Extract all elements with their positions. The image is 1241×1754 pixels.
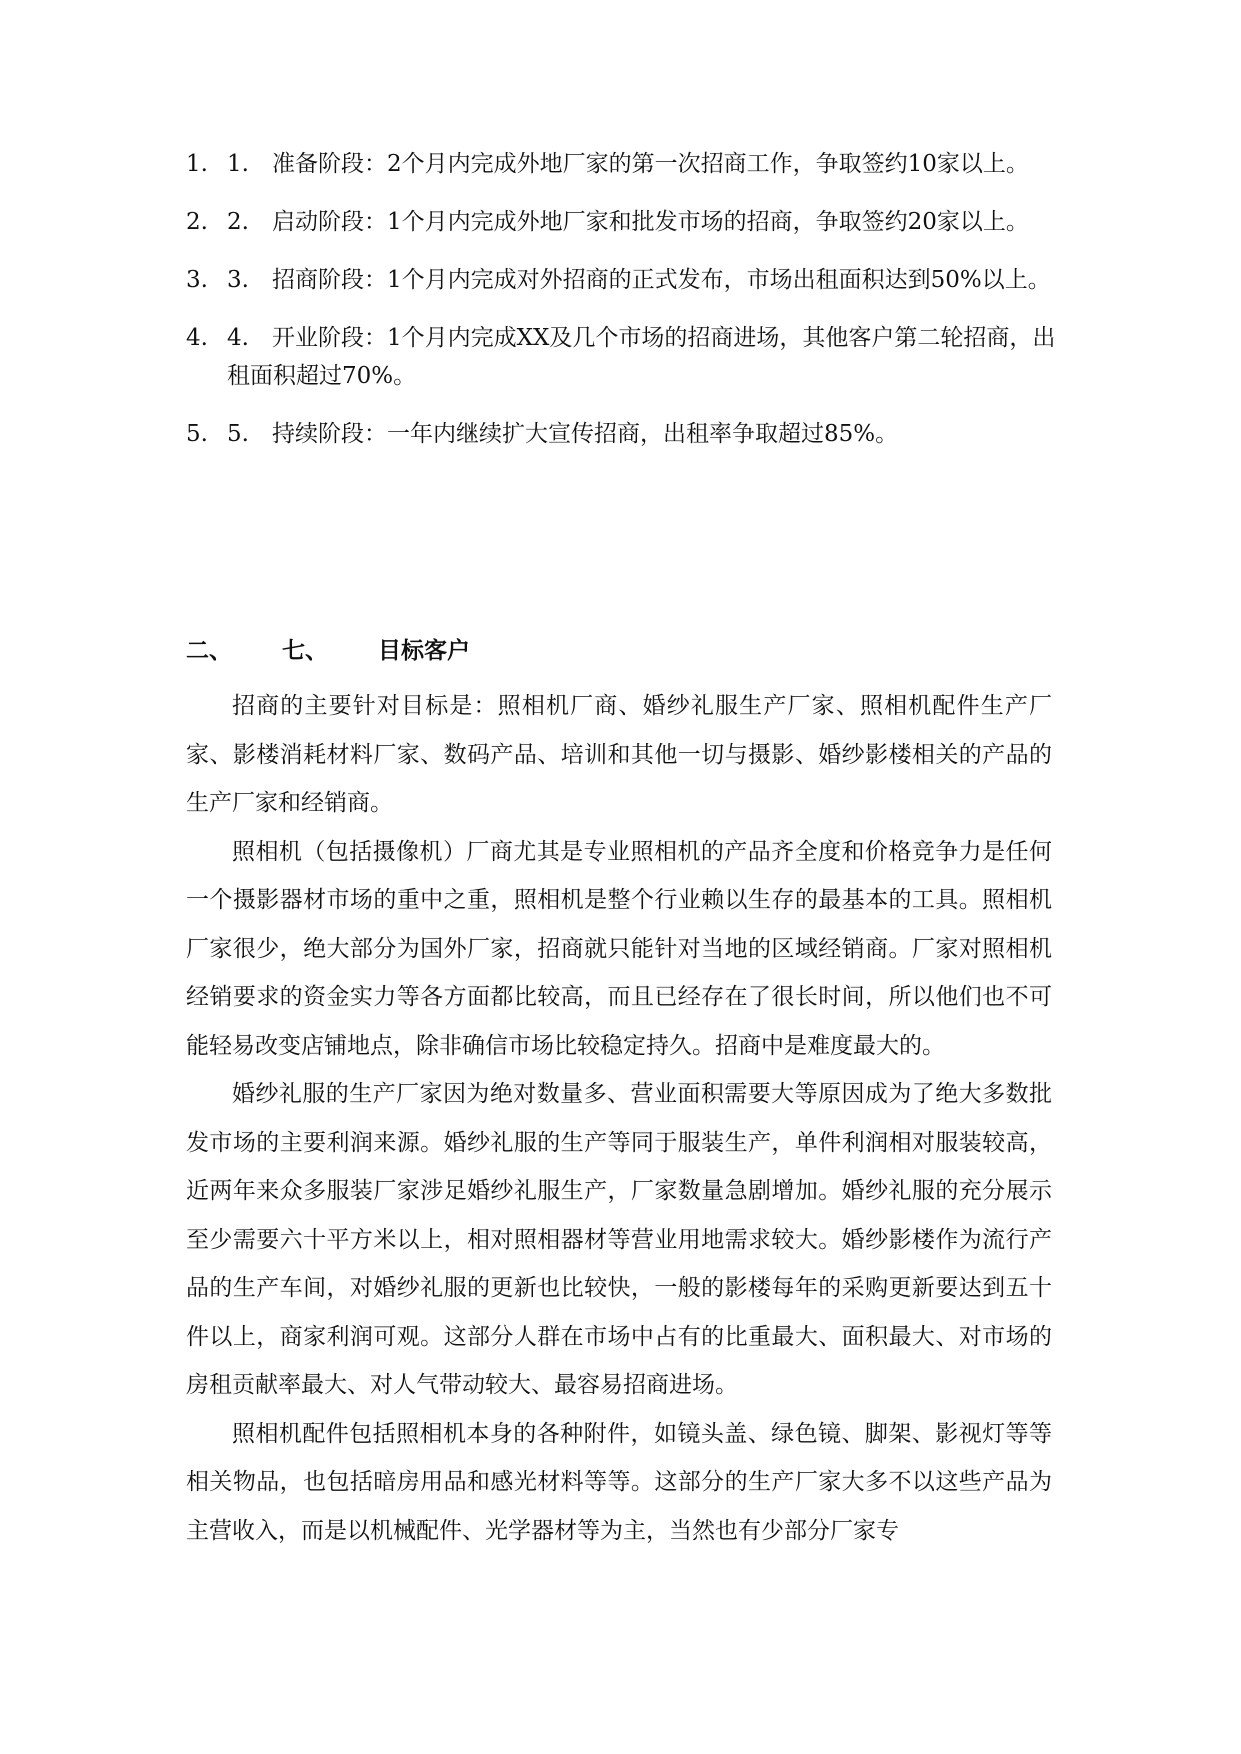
- list-number: 5.: [186, 421, 208, 447]
- list-item: [186, 145, 1066, 183]
- paragraph: 照相机配件包括照相机本身的各种附件，如镜头盖、绿色镜、脚架、影视灯等等相关物品，也包括暗房用品和感光材料等等。这部分的生产厂家大多不以这些产品为主营收入，而是以机械配件、光学器材等为主，当然也有少部分厂家专: [186, 1420, 1052, 1544]
- section-number-primary: 二、: [186, 637, 232, 664]
- list-item: [186, 319, 1066, 395]
- list-text: 5. 持续阶段：一年内继续扩大宣传招商，出租率争取超过85%。: [227, 421, 899, 447]
- list-number: 3.: [186, 267, 208, 293]
- list-text: 2. 启动阶段：1个月内完成外地厂家和批发市场的招商，争取签约20家以上。: [227, 209, 1029, 235]
- list-item: [186, 203, 1066, 241]
- list-number: 1.: [186, 151, 208, 177]
- paragraph: 婚纱礼服的生产厂家因为绝对数量多、营业面积需要大等原因成为了绝大多数批发市场的主要利润来源。婚纱礼服的生产等同于服装生产，单件利润相对服装较高，近两年来众多服装厂家涉足婚纱礼服生产，厂家数量急剧增加。婚纱礼服的充分展示至少需要六十平方米以上，相对照相器材等营业用地需求较大。婚纱影楼作为流行产品的生产车间，对婚纱礼服的更新也比较快，一般的影楼每年的采购更新要达到五十件以上，商家利润可观。这部分人群在市场中占有的比重最大、面积最大、对市场的房租贡献率最大、对人气带动较大、最容易招商进场。: [186, 1081, 1052, 1398]
- list-text: 4. 开业阶段：1个月内完成XX及几个市场的招商进场，其他客户第二轮招商，出租面积超过70%。: [227, 325, 1056, 389]
- list-item: [186, 415, 1066, 453]
- paragraph: 招商的主要针对目标是：照相机厂商、婚纱礼服生产厂家、照相机配件生产厂家、影楼消耗材料厂家、数码产品、培训和其他一切与摄影、婚纱影楼相关的产品的生产厂家和经销商。: [186, 693, 1052, 816]
- list-item: [186, 261, 1066, 299]
- list-number: 2.: [186, 209, 208, 235]
- section-number-secondary: 七、: [282, 637, 328, 664]
- section-title: 目标客户: [378, 637, 470, 664]
- stage-list: [186, 145, 1066, 473]
- section-body: [186, 682, 1052, 1555]
- list-text: 1. 准备阶段：2个月内完成外地厂家的第一次招商工作，争取签约10家以上。: [227, 151, 1029, 177]
- section-heading: [186, 632, 470, 670]
- list-number: 4.: [186, 325, 208, 351]
- paragraph: 照相机（包括摄像机）厂商尤其是专业照相机的产品齐全度和价格竞争力是任何一个摄影器材市场的重中之重，照相机是整个行业赖以生存的最基本的工具。照相机厂家很少，绝大部分为国外厂家，招商就只能针对当地的区域经销商。厂家对照相机经销要求的资金实力等各方面都比较高，而且已经存在了很长时间，所以他们也不可能轻易改变店铺地点，除非确信市场比较稳定持久。招商中是难度最大的。: [186, 838, 1052, 1059]
- list-text: 3. 招商阶段：1个月内完成对外招商的正式发布，市场出租面积达到50%以上。: [227, 267, 1051, 293]
